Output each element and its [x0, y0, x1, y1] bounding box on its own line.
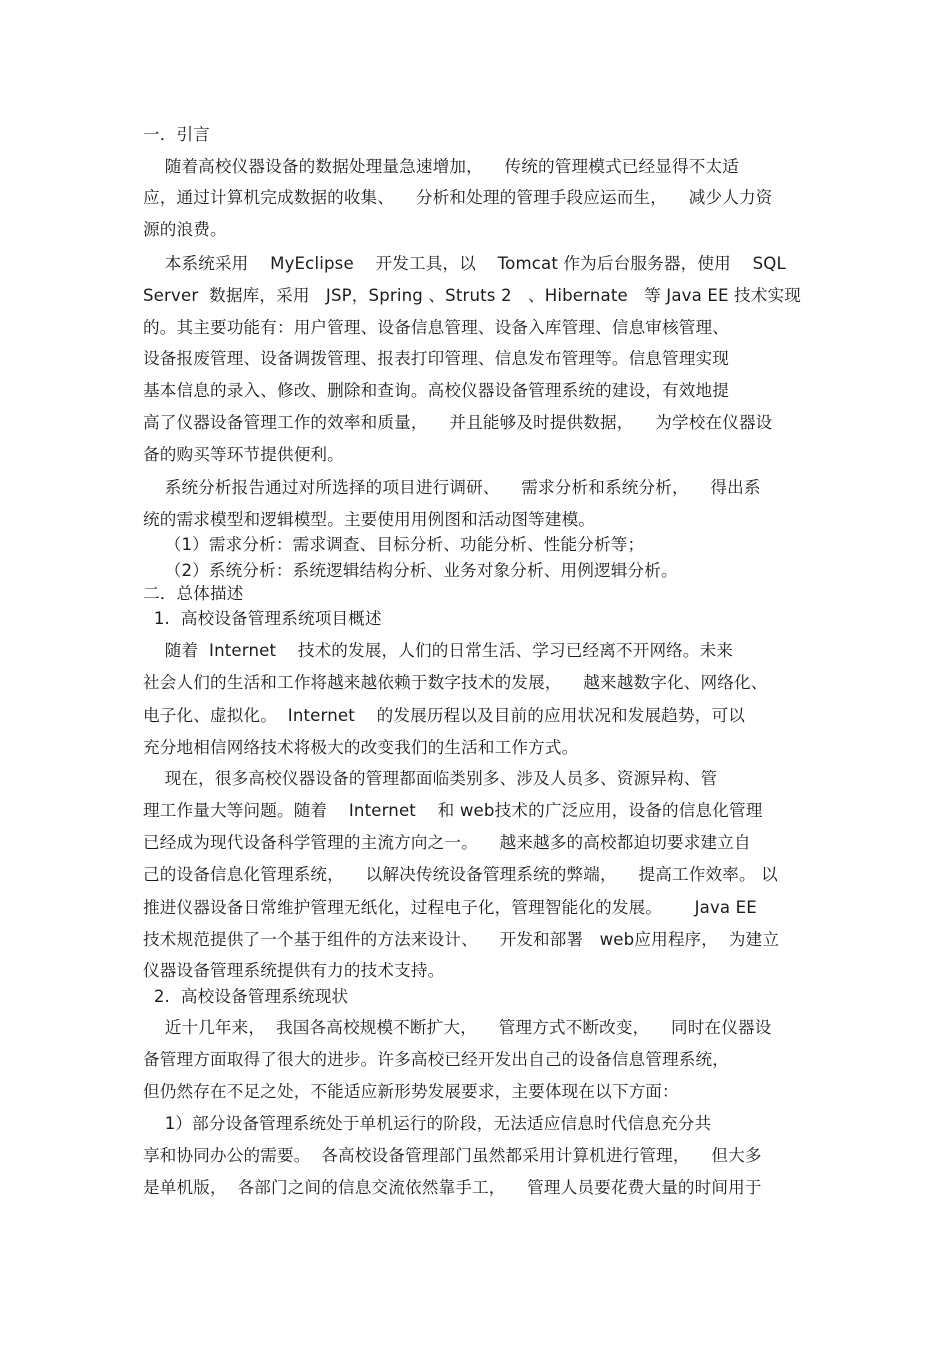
body-line: 1）部分设备管理系统处于单机运行的阶段，无法适应信息时代信息充分共 [143, 1114, 712, 1133]
body-line: 电子化、虚拟化。 Internet 的发展历程以及目前的应用状况和发展趋势，可以 [143, 706, 745, 725]
body-line: 的。其主要功能有：用户管理、设备信息管理、设备入库管理、信息审核管理、 [143, 318, 730, 337]
body-line: 应，通过计算机完成数据的收集、 分析和处理的管理手段应运而生， 减少人力资 [143, 188, 773, 207]
body-line: 统的需求模型和逻辑模型。主要使用用例图和活动图等建模。 [143, 510, 596, 529]
section-heading-overview: 二．总体描述 [143, 584, 244, 603]
body-line: 仪器设备管理系统提供有力的技术支持。 [143, 961, 445, 980]
subsection-heading: 1. 高校设备管理系统项目概述 [143, 609, 382, 628]
body-line: 充分地相信网络技术将极大的改变我们的生活和工作方式。 [143, 738, 579, 757]
body-line: 推进仪器设备日常维护管理无纸化，过程电子化，管理智能化的发展。 Java EE [143, 898, 757, 917]
body-line: 高了仪器设备管理工作的效率和质量， 并且能够及时提供数据， 为学校在仪器设 [143, 413, 773, 432]
body-line: 技术规范提供了一个基于组件的方法来设计、 开发和部署 web应用程序， 为建立 [143, 930, 780, 949]
body-line: 是单机版， 各部门之间的信息交流依然靠手工， 管理人员要花费大量的时间用于 [143, 1178, 762, 1197]
section-heading-introduction: 一．引言 [143, 125, 210, 144]
body-line: Server 数据库，采用 JSP，Spring 、Struts 2 、Hibernate 等 Java EE 技术实现 [143, 286, 802, 305]
body-line: 理工作量大等问题。随着 Internet 和 web技术的广泛应用，设备的信息化管理 [143, 801, 763, 820]
body-line: 备的购买等环节提供便利。 [143, 445, 344, 464]
body-line: 随着 Internet 技术的发展，人们的日常生活、学习已经离不开网络。未来 [143, 641, 734, 660]
body-line: 近十几年来， 我国各高校规模不断扩大， 管理方式不断改变， 同时在仪器设 [143, 1018, 772, 1037]
body-line: 己的设备信息化管理系统， 以解决传统设备管理系统的弊端， 提高工作效率。 以 [143, 865, 778, 884]
body-line: 备管理方面取得了很大的进步。许多高校已经开发出自己的设备信息管理系统， [143, 1050, 730, 1069]
body-line: 现在，很多高校仪器设备的管理都面临类别多、涉及人员多、资源异构、管 [143, 769, 718, 788]
list-item: （2）系统分析：系统逻辑结构分析、业务对象分析、用例逻辑分析。 [143, 561, 678, 580]
body-line: 基本信息的录入、修改、删除和查询。高校仪器设备管理系统的建设，有效地提 [143, 381, 730, 400]
body-line: 本系统采用 MyEclipse 开发工具，以 Tomcat 作为后台服务器，使用 SQL [143, 254, 786, 273]
subsection-heading: 2. 高校设备管理系统现状 [143, 987, 349, 1006]
body-line: 社会人们的生活和工作将越来越依赖于数字技术的发展， 越来越数字化、网络化、 [143, 673, 768, 692]
body-line: 设备报废管理、设备调拨管理、报表打印管理、信息发布管理等。信息管理实现 [143, 349, 730, 368]
body-line: 源的浪费。 [143, 220, 227, 239]
body-line: 随着高校仪器设备的数据处理量急速增加， 传统的管理模式已经显得不太适 [143, 157, 739, 176]
body-line: 但仍然存在不足之处，不能适应新形势发展要求，主要体现在以下方面： [143, 1082, 679, 1101]
list-item: （1）需求分析：需求调查、目标分析、功能分析、性能分析等； [143, 535, 645, 554]
body-line: 系统分析报告通过对所选择的项目进行调研、 需求分析和系统分析， 得出系 [143, 478, 761, 497]
body-line: 已经成为现代设备科学管理的主流方向之一。 越来越多的高校都迫切要求建立自 [143, 833, 751, 852]
body-line: 享和协同办公的需要。 各高校设备管理部门虽然都采用计算机进行管理， 但大多 [143, 1146, 762, 1165]
